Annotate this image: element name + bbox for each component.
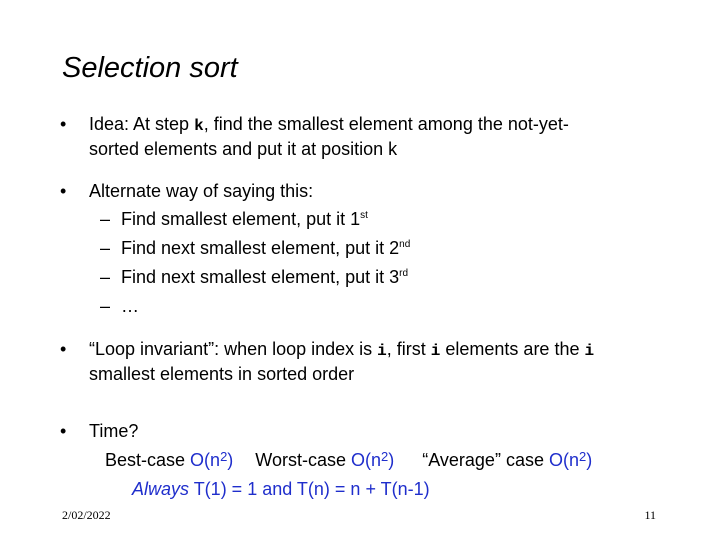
average-case-label: “Average” case (422, 450, 549, 470)
sub-bullet-2 (121, 238, 410, 259)
bullet-marker: • (60, 339, 67, 359)
average-case-value: $O(n^2)$ (548, 449, 593, 470)
worst-case-label: Worst-case (255, 450, 351, 470)
bullet-3-line-2: smallest elements in sorted order (89, 364, 355, 384)
sub-bullet-4: … (121, 296, 139, 316)
bullet-marker: • (60, 181, 67, 201)
always-recurrence (132, 479, 430, 500)
code-var-i: i (377, 342, 387, 360)
dash-marker: – (100, 209, 111, 229)
bullet-3-text: “Loop invariant”: when loop index is (89, 339, 378, 359)
sub-bullet-3-text: Find next smallest element, put it 3 (121, 267, 400, 287)
best-case-value: $O(n^2)$ (190, 449, 234, 470)
dash-marker: – (100, 238, 111, 258)
bullet-marker: • (60, 421, 67, 441)
footer-date: 2/02/2022 (62, 508, 111, 522)
complexity-line (105, 450, 592, 471)
best-case-label: Best-case (105, 450, 191, 470)
bullet-3-text-cont: , first (386, 339, 431, 359)
bullet-1-text-cont: , find the smallest element among the not-yet- (203, 114, 569, 134)
sub-bullet-2-text: Find next smallest element, put it 2 (121, 238, 400, 258)
bullet-1-line-1 (89, 114, 569, 135)
page-number: 11 (644, 508, 656, 522)
bullet-1-text: Idea: At step (89, 114, 195, 134)
bullet-4-text: Time? (89, 421, 139, 441)
sub-bullet-1 (121, 209, 368, 230)
bullet-2-text: Alternate way of saying this: (89, 181, 314, 201)
recurrence-text: T(1) = 1 and T(n) = n + T(n-1) (189, 479, 430, 499)
slide-title: Selection sort (62, 52, 238, 84)
ordinal-suffix: nd (399, 239, 411, 250)
always-label: Always (132, 479, 190, 499)
bullet-3-text-cont: elements are the (440, 339, 585, 359)
bullet-3-line-1 (89, 339, 594, 360)
ordinal-suffix: rd (399, 268, 409, 279)
ordinal-suffix: st (360, 210, 368, 221)
dash-marker: – (100, 267, 111, 287)
code-var-i: i (584, 342, 595, 360)
code-var-k: k (194, 117, 204, 135)
bullet-1-line-2: sorted elements and put it at position k (89, 139, 398, 159)
sub-bullet-3 (121, 267, 408, 288)
bullet-marker: • (60, 114, 67, 134)
sub-bullet-1-text: Find smallest element, put it 1 (121, 209, 361, 229)
worst-case-value: $O(n^2)$ (350, 449, 395, 470)
dash-marker: – (100, 296, 111, 316)
code-var-i: i (430, 342, 441, 360)
